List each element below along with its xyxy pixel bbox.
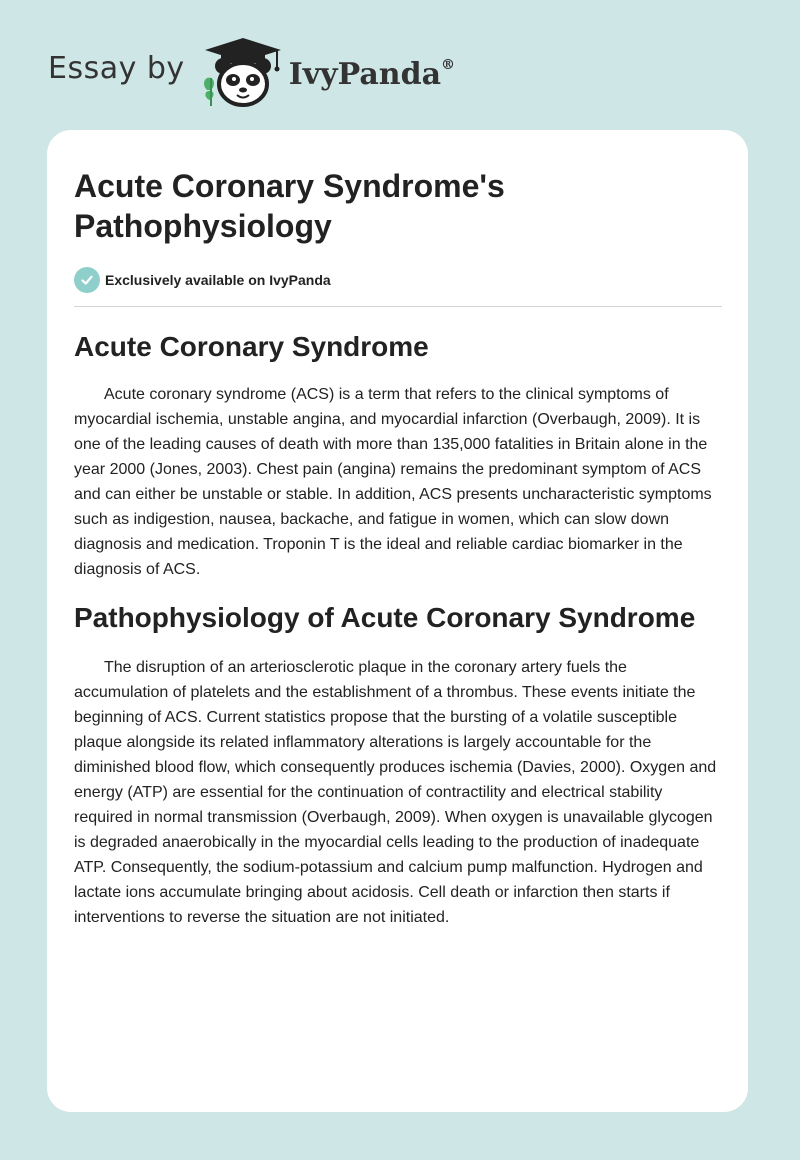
section-paragraph: The disruption of an arteriosclerotic plaque in the coronary artery fuels the accumulation of platelets and the establishment of a thrombus. These events initiate the beginning of ACS. Current statistics propose that the bursting of a volatile susceptible plaque alongside its related inflammatory alterations is largely accountable for the diminished blood flow, which consequently produces ischemia (Davies, 2000). Oxygen and energy (ATP) are essential for the continuation of contractility and electrical stability required in normal transmission (Overbaugh, 2009). When oxygen is unavailable glycogen is degraded anaerobically in the myocardial cells leading to the production of inadequate ATP. Consequently, the sodium-potassium and calcium pump malfunction. Hydrogen and lactate ions accumulate bringing about acidosis. Cell death or infarction then starts if interventions to reverse the situation are not initiated.	[74, 659, 717, 926]
page-title: Acute Coronary Syndrome's Pathophysiology	[74, 168, 505, 244]
divider	[74, 306, 722, 307]
badge-label: Exclusively available on IvyPanda	[105, 272, 331, 288]
check-circle-icon	[74, 267, 100, 293]
exclusive-badge	[74, 266, 722, 294]
essay-card	[47, 130, 748, 1112]
brand-label: IvyPanda	[288, 56, 442, 92]
registered-mark: ®	[441, 56, 456, 73]
essay-by-label: Essay by	[48, 50, 185, 86]
site-header	[48, 34, 455, 110]
section-paragraph: Acute coronary syndrome (ACS) is a term that refers to the clinical symptoms of myocardial ischemia, unstable angina, and myocardial infarction (Overbaugh, 2009). It is one of the leading causes of death with more than 135,000 fatalities in Britain alone in the year 2000 (Jones, 2003). Chest pain (angina) remains the predominant symptom of ACS and can either be unstable or stable. In addition, ACS presents uncharacteristic symptoms such as indigestion, nausea, backache, and fatigue in women, which can slow down diagnosis and medication. Troponin T is the ideal and reliable cardiac biomarker in the diagnosis of ACS.	[74, 386, 712, 578]
panda-logo-icon[interactable]	[199, 34, 287, 110]
brand-name[interactable]	[289, 57, 455, 92]
section-heading: Acute Coronary Syndrome	[74, 331, 429, 362]
section-heading: Pathophysiology of Acute Coronary Syndrome	[74, 602, 696, 633]
